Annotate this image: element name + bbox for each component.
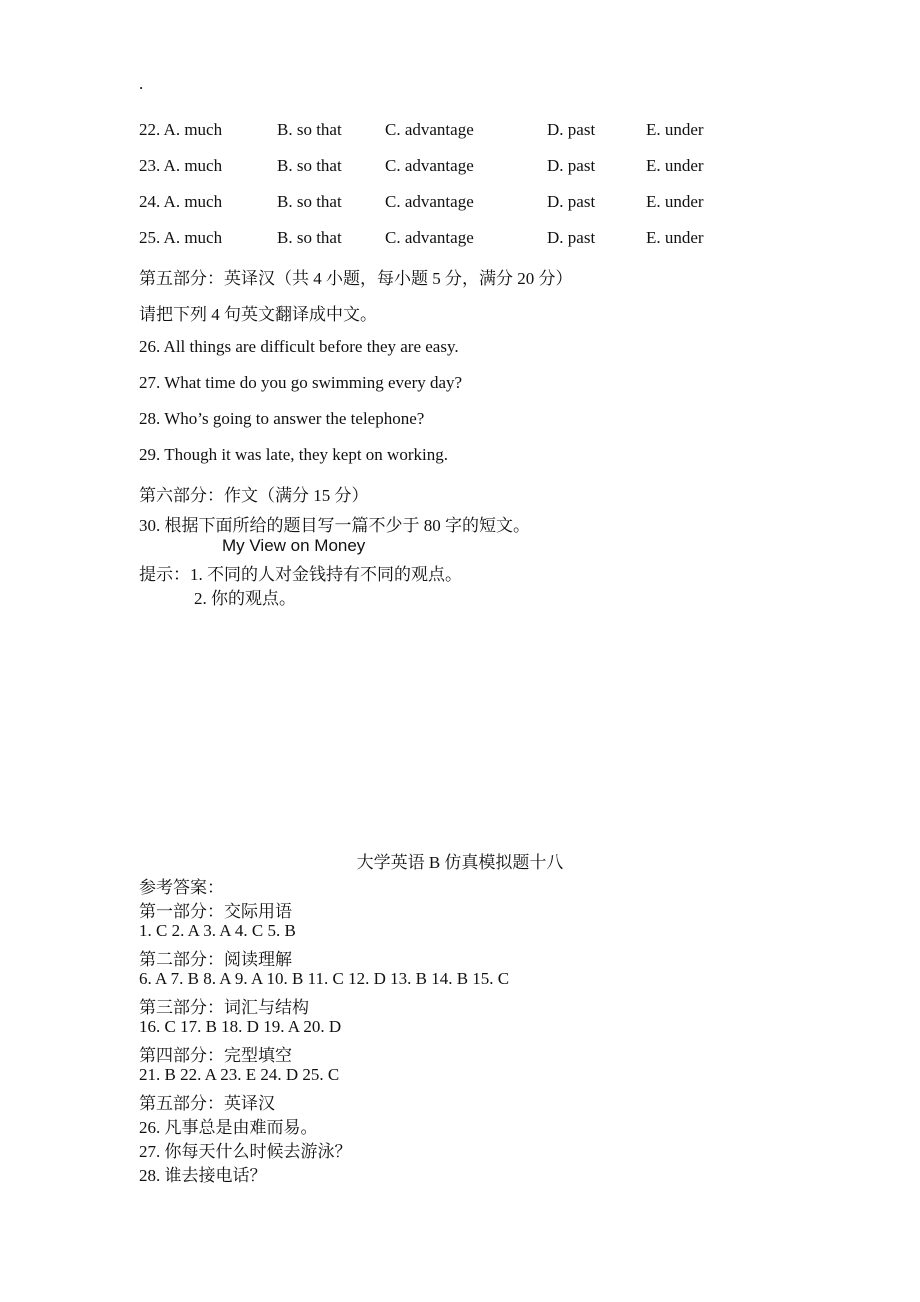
answers-section-3-heading: 第三部分：词汇与结构 xyxy=(139,998,309,1017)
translation-26: 26. 凡事总是由难而易。 xyxy=(139,1118,318,1137)
part6-heading: 第六部分：作文（满分 15 分） xyxy=(139,486,369,505)
option-a: 24. A. much xyxy=(139,192,223,211)
answers-label: 参考答案： xyxy=(139,878,224,897)
answers-section-3-content: 16. C 17. B 18. D 19. A 20. D xyxy=(139,1017,342,1036)
option-c: C. advantage xyxy=(385,192,474,211)
option-e: E. under xyxy=(646,228,704,247)
hint-1: 提示：1. 不同的人对金钱持有不同的观点。 xyxy=(139,565,462,584)
option-d: D. past xyxy=(547,228,596,247)
question-28: 28. Who’s going to answer the telephone? xyxy=(139,409,425,428)
options-row-22 xyxy=(139,120,839,144)
answers-section-1-content: 1. C 2. A 3. A 4. C 5. B xyxy=(139,921,296,940)
option-a: 22. A. much xyxy=(139,120,223,139)
option-b: B. so that xyxy=(277,156,342,175)
option-d: D. past xyxy=(547,120,596,139)
answers-section-1-heading: 第一部分：交际用语 xyxy=(139,902,292,921)
option-e: E. under xyxy=(646,192,704,211)
option-c: C. advantage xyxy=(385,228,474,247)
options-row-23 xyxy=(139,156,839,180)
part5-instruction: 请把下列 4 句英文翻译成中文。 xyxy=(139,305,377,324)
hint-2: 2. 你的观点。 xyxy=(194,589,296,608)
options-row-25 xyxy=(139,228,839,252)
question-27: 27. What time do you go swimming every day? xyxy=(139,373,463,392)
question-26: 26. All things are difficult before they are easy. xyxy=(139,337,459,356)
answers-section-4-heading: 第四部分：完型填空 xyxy=(139,1046,292,1065)
option-e: E. under xyxy=(646,120,704,139)
option-c: C. advantage xyxy=(385,156,474,175)
answers-section-2-heading: 第二部分：阅读理解 xyxy=(139,950,292,969)
option-b: B. so that xyxy=(277,120,342,139)
translation-28: 28. 谁去接电话？ xyxy=(139,1166,267,1185)
option-a: 23. A. much xyxy=(139,156,223,175)
translation-27: 27. 你每天什么时候去游泳？ xyxy=(139,1142,352,1161)
essay-title: My View on Money xyxy=(222,536,366,555)
answers-title: 大学英语 B 仿真模拟题十八 xyxy=(356,853,564,872)
top-mark: . xyxy=(139,74,144,93)
option-c: C. advantage xyxy=(385,120,474,139)
answers-section-4-content: 21. B 22. A 23. E 24. D 25. C xyxy=(139,1065,340,1084)
option-b: B. so that xyxy=(277,228,342,247)
option-b: B. so that xyxy=(277,192,342,211)
answers-section-2-content: 6. A 7. B 8. A 9. A 10. B 11. C 12. D 13. B 14. B 15. C xyxy=(139,969,510,988)
question-29: 29. Though it was late, they kept on working. xyxy=(139,445,448,464)
part6-prompt: 30. 根据下面所给的题目写一篇不少于 80 字的短文。 xyxy=(139,516,530,535)
part5-heading: 第五部分：英译汉（共 4 小题，每小题 5 分，满分 20 分） xyxy=(139,269,573,288)
option-e: E. under xyxy=(646,156,704,175)
options-row-24 xyxy=(139,192,839,216)
option-d: D. past xyxy=(547,156,596,175)
answers-part5-heading: 第五部分：英译汉 xyxy=(139,1094,275,1113)
option-d: D. past xyxy=(547,192,596,211)
option-a: 25. A. much xyxy=(139,228,223,247)
